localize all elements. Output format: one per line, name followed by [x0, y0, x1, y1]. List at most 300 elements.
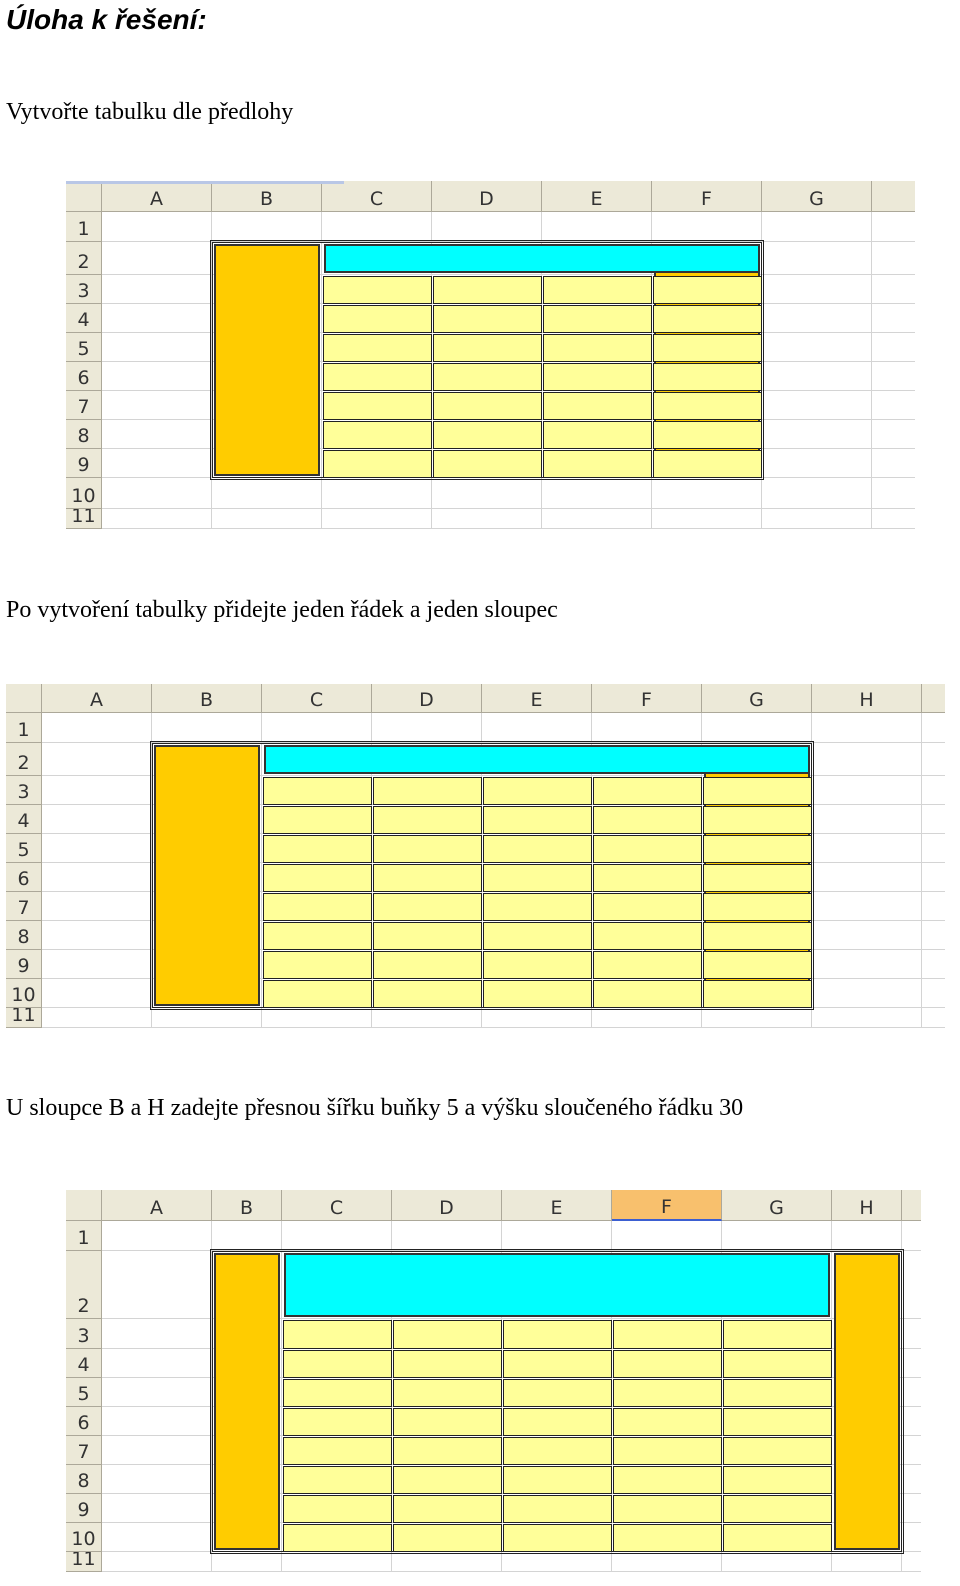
body-cell[interactable]: [653, 421, 762, 449]
body-cell[interactable]: [433, 276, 542, 304]
grid-cell[interactable]: [42, 979, 152, 1008]
select-all-corner[interactable]: [66, 181, 102, 212]
grid-cell[interactable]: [102, 1319, 212, 1349]
body-cell[interactable]: [703, 980, 812, 1008]
grid-cell[interactable]: [872, 333, 915, 362]
grid-cell[interactable]: [902, 1552, 921, 1572]
body-cell[interactable]: [543, 392, 652, 420]
body-cell[interactable]: [653, 363, 762, 391]
body-cell[interactable]: [593, 806, 702, 834]
body-cell[interactable]: [373, 951, 482, 979]
body-cell[interactable]: [373, 922, 482, 950]
body-cell[interactable]: [263, 980, 372, 1008]
column-header-d[interactable]: D: [392, 1190, 502, 1221]
grid-cell[interactable]: [922, 921, 945, 950]
body-cell[interactable]: [323, 363, 432, 391]
column-header-c[interactable]: C: [322, 181, 432, 212]
grid-cell[interactable]: [922, 979, 945, 1008]
body-cell[interactable]: [593, 835, 702, 863]
grid-cell[interactable]: [722, 1221, 832, 1251]
grid-cell[interactable]: [102, 1552, 212, 1572]
column-header-e[interactable]: E: [482, 684, 592, 713]
column-header-blank[interactable]: [922, 684, 945, 713]
body-cell[interactable]: [373, 835, 482, 863]
grid-cell[interactable]: [812, 805, 922, 834]
body-cell[interactable]: [263, 893, 372, 921]
grid-cell[interactable]: [42, 834, 152, 863]
column-header-d[interactable]: D: [372, 684, 482, 713]
grid-cell[interactable]: [502, 1221, 612, 1251]
grid-cell[interactable]: [872, 420, 915, 449]
row-header-3[interactable]: 3: [66, 1319, 102, 1349]
grid-cell[interactable]: [922, 950, 945, 979]
grid-cell[interactable]: [762, 449, 872, 478]
grid-cell[interactable]: [212, 212, 322, 242]
grid-cell[interactable]: [922, 805, 945, 834]
column-header-h[interactable]: H: [832, 1190, 902, 1221]
grid-cell[interactable]: [902, 1221, 921, 1251]
grid-cell[interactable]: [922, 863, 945, 892]
grid-cell[interactable]: [482, 1008, 592, 1028]
column-header-d[interactable]: D: [432, 181, 542, 212]
row-header-7[interactable]: 7: [66, 391, 102, 420]
body-cell[interactable]: [703, 777, 812, 805]
body-cell[interactable]: [483, 922, 592, 950]
body-cell[interactable]: [703, 835, 812, 863]
body-cell[interactable]: [503, 1524, 612, 1552]
grid-cell[interactable]: [702, 713, 812, 743]
column-header-b[interactable]: B: [212, 181, 322, 212]
row-header-6[interactable]: 6: [6, 863, 42, 892]
body-cell[interactable]: [653, 392, 762, 420]
grid-cell[interactable]: [42, 921, 152, 950]
grid-cell[interactable]: [42, 743, 152, 776]
body-cell[interactable]: [323, 421, 432, 449]
body-cell[interactable]: [483, 777, 592, 805]
grid-cell[interactable]: [152, 1008, 262, 1028]
column-header-blank[interactable]: [872, 181, 915, 212]
body-cell[interactable]: [653, 334, 762, 362]
grid-cell[interactable]: [762, 478, 872, 509]
body-cell[interactable]: [503, 1495, 612, 1523]
grid-cell[interactable]: [542, 478, 652, 509]
grid-cell[interactable]: [902, 1378, 921, 1407]
grid-cell[interactable]: [592, 713, 702, 743]
column-header-f[interactable]: F: [612, 1190, 722, 1221]
grid-cell[interactable]: [872, 212, 915, 242]
row-header-7[interactable]: 7: [6, 892, 42, 921]
grid-cell[interactable]: [542, 212, 652, 242]
grid-cell[interactable]: [812, 979, 922, 1008]
grid-cell[interactable]: [262, 713, 372, 743]
row-header-10[interactable]: 10: [66, 1523, 102, 1552]
body-cell[interactable]: [433, 363, 542, 391]
body-cell[interactable]: [393, 1379, 502, 1407]
body-cell[interactable]: [723, 1320, 832, 1349]
grid-cell[interactable]: [102, 275, 212, 304]
column-header-a[interactable]: A: [42, 684, 152, 713]
row-header-1[interactable]: 1: [6, 713, 42, 743]
grid-cell[interactable]: [812, 892, 922, 921]
grid-cell[interactable]: [102, 1221, 212, 1251]
row-header-4[interactable]: 4: [6, 805, 42, 834]
grid-cell[interactable]: [762, 333, 872, 362]
grid-cell[interactable]: [872, 275, 915, 304]
body-cell[interactable]: [263, 864, 372, 892]
grid-cell[interactable]: [812, 1008, 922, 1028]
grid-cell[interactable]: [902, 1465, 921, 1494]
grid-cell[interactable]: [612, 1221, 722, 1251]
grid-cell[interactable]: [42, 892, 152, 921]
body-cell[interactable]: [543, 276, 652, 304]
grid-cell[interactable]: [762, 304, 872, 333]
body-cell[interactable]: [593, 922, 702, 950]
body-cell[interactable]: [283, 1350, 392, 1378]
body-cell[interactable]: [483, 951, 592, 979]
body-cell[interactable]: [263, 835, 372, 863]
column-header-f[interactable]: F: [652, 181, 762, 212]
grid-cell[interactable]: [722, 1552, 832, 1572]
body-cell[interactable]: [283, 1495, 392, 1523]
grid-cell[interactable]: [212, 1221, 282, 1251]
column-header-b[interactable]: B: [152, 684, 262, 713]
column-header-c[interactable]: C: [262, 684, 372, 713]
body-cell[interactable]: [703, 893, 812, 921]
grid-cell[interactable]: [282, 1552, 392, 1572]
body-cell[interactable]: [593, 951, 702, 979]
row-header-6[interactable]: 6: [66, 362, 102, 391]
grid-cell[interactable]: [902, 1407, 921, 1436]
body-cell[interactable]: [433, 392, 542, 420]
body-cell[interactable]: [543, 334, 652, 362]
column-header-a[interactable]: A: [102, 181, 212, 212]
grid-cell[interactable]: [392, 1552, 502, 1572]
grid-cell[interactable]: [102, 1349, 212, 1378]
column-header-g[interactable]: G: [722, 1190, 832, 1221]
body-cell[interactable]: [503, 1466, 612, 1494]
grid-cell[interactable]: [902, 1523, 921, 1552]
row-header-6[interactable]: 6: [66, 1407, 102, 1436]
row-header-10[interactable]: 10: [66, 478, 102, 509]
body-cell[interactable]: [323, 450, 432, 478]
select-all-corner[interactable]: [66, 1190, 102, 1221]
grid-cell[interactable]: [322, 509, 432, 529]
row-header-2[interactable]: 2: [6, 743, 42, 776]
body-cell[interactable]: [393, 1466, 502, 1494]
body-cell[interactable]: [323, 276, 432, 304]
body-cell[interactable]: [613, 1320, 722, 1349]
body-cell[interactable]: [543, 363, 652, 391]
grid-cell[interactable]: [392, 1221, 502, 1251]
column-header-f[interactable]: F: [592, 684, 702, 713]
row-header-9[interactable]: 9: [66, 449, 102, 478]
row-header-5[interactable]: 5: [66, 1378, 102, 1407]
body-cell[interactable]: [723, 1524, 832, 1552]
row-header-8[interactable]: 8: [66, 1465, 102, 1494]
grid-cell[interactable]: [812, 834, 922, 863]
grid-cell[interactable]: [372, 713, 482, 743]
body-cell[interactable]: [503, 1350, 612, 1378]
grid-cell[interactable]: [432, 478, 542, 509]
grid-cell[interactable]: [872, 362, 915, 391]
grid-cell[interactable]: [812, 743, 922, 776]
grid-cell[interactable]: [762, 509, 872, 529]
body-cell[interactable]: [703, 864, 812, 892]
grid-cell[interactable]: [872, 242, 915, 275]
grid-cell[interactable]: [102, 1465, 212, 1494]
row-header-8[interactable]: 8: [66, 420, 102, 449]
grid-cell[interactable]: [762, 242, 872, 275]
grid-cell[interactable]: [502, 1552, 612, 1572]
body-cell[interactable]: [433, 421, 542, 449]
body-cell[interactable]: [373, 777, 482, 805]
grid-cell[interactable]: [762, 362, 872, 391]
grid-cell[interactable]: [922, 834, 945, 863]
grid-cell[interactable]: [902, 1436, 921, 1465]
grid-cell[interactable]: [902, 1494, 921, 1523]
row-header-3[interactable]: 3: [6, 776, 42, 805]
grid-cell[interactable]: [102, 449, 212, 478]
body-cell[interactable]: [323, 392, 432, 420]
body-cell[interactable]: [653, 305, 762, 333]
column-header-e[interactable]: E: [502, 1190, 612, 1221]
grid-cell[interactable]: [102, 509, 212, 529]
grid-cell[interactable]: [432, 212, 542, 242]
body-cell[interactable]: [703, 951, 812, 979]
grid-cell[interactable]: [762, 420, 872, 449]
column-header-b[interactable]: B: [212, 1190, 282, 1221]
row-header-10[interactable]: 10: [6, 979, 42, 1008]
body-cell[interactable]: [283, 1466, 392, 1494]
grid-cell[interactable]: [902, 1319, 921, 1349]
grid-cell[interactable]: [832, 1221, 902, 1251]
page-title: Úloha k řešení:: [6, 4, 207, 35]
column-header-g[interactable]: G: [762, 181, 872, 212]
body-cell[interactable]: [723, 1495, 832, 1523]
body-cell[interactable]: [433, 450, 542, 478]
grid-cell[interactable]: [702, 1008, 812, 1028]
grid-cell[interactable]: [482, 713, 592, 743]
grid-cell[interactable]: [812, 921, 922, 950]
body-cell[interactable]: [503, 1437, 612, 1465]
body-cell[interactable]: [723, 1408, 832, 1436]
row-header-4[interactable]: 4: [66, 304, 102, 333]
body-cell[interactable]: [723, 1437, 832, 1465]
body-cell[interactable]: [503, 1408, 612, 1436]
body-cell[interactable]: [613, 1379, 722, 1407]
column-header-c[interactable]: C: [282, 1190, 392, 1221]
body-cell[interactable]: [393, 1524, 502, 1552]
grid-cell[interactable]: [102, 1407, 212, 1436]
column-header-h[interactable]: H: [812, 684, 922, 713]
body-cell[interactable]: [393, 1495, 502, 1523]
grid-cell[interactable]: [902, 1349, 921, 1378]
grid-cell[interactable]: [102, 362, 212, 391]
grid-cell[interactable]: [922, 892, 945, 921]
grid-cell[interactable]: [922, 713, 945, 743]
body-cell[interactable]: [483, 980, 592, 1008]
body-cell[interactable]: [483, 835, 592, 863]
grid-cell[interactable]: [612, 1552, 722, 1572]
grid-cell[interactable]: [922, 776, 945, 805]
grid-cell[interactable]: [102, 1436, 212, 1465]
grid-cell[interactable]: [42, 1008, 152, 1028]
body-cell[interactable]: [703, 806, 812, 834]
grid-cell[interactable]: [322, 478, 432, 509]
row-header-9[interactable]: 9: [6, 950, 42, 979]
column-header-a[interactable]: A: [102, 1190, 212, 1221]
body-cell[interactable]: [283, 1320, 392, 1349]
body-cell[interactable]: [593, 777, 702, 805]
body-cell[interactable]: [373, 893, 482, 921]
body-cell[interactable]: [543, 421, 652, 449]
grid-cell[interactable]: [762, 391, 872, 420]
row-header-5[interactable]: 5: [66, 333, 102, 362]
grid-cell[interactable]: [652, 478, 762, 509]
row-header-2[interactable]: 2: [66, 242, 102, 275]
grid-cell[interactable]: [102, 1523, 212, 1552]
select-all-corner[interactable]: [6, 684, 42, 713]
grid-cell[interactable]: [872, 478, 915, 509]
grid-cell[interactable]: [102, 420, 212, 449]
body-cell[interactable]: [483, 864, 592, 892]
grid-cell[interactable]: [152, 713, 262, 743]
body-cell[interactable]: [613, 1437, 722, 1465]
row-header-2[interactable]: 2: [66, 1251, 102, 1319]
grid-cell[interactable]: [372, 1008, 482, 1028]
body-cell[interactable]: [653, 450, 762, 478]
body-cell[interactable]: [323, 334, 432, 362]
row-header-1[interactable]: 1: [66, 1221, 102, 1251]
grid-cell[interactable]: [102, 1251, 212, 1319]
grid-cell[interactable]: [102, 242, 212, 275]
grid-cell[interactable]: [652, 509, 762, 529]
body-cell[interactable]: [283, 1379, 392, 1407]
body-cell[interactable]: [723, 1466, 832, 1494]
grid-cell[interactable]: [812, 713, 922, 743]
grid-cell[interactable]: [102, 212, 212, 242]
column-header-e[interactable]: E: [542, 181, 652, 212]
body-cell[interactable]: [283, 1524, 392, 1552]
body-cell[interactable]: [433, 305, 542, 333]
row-header-1[interactable]: 1: [66, 212, 102, 242]
column-header-blank[interactable]: [902, 1190, 921, 1221]
body-cell[interactable]: [393, 1408, 502, 1436]
column-header-g[interactable]: G: [702, 684, 812, 713]
grid-cell[interactable]: [762, 212, 872, 242]
body-cell[interactable]: [613, 1466, 722, 1494]
body-cell[interactable]: [373, 980, 482, 1008]
body-cell[interactable]: [593, 893, 702, 921]
body-cell[interactable]: [373, 806, 482, 834]
body-cell[interactable]: [393, 1350, 502, 1378]
body-cell[interactable]: [263, 806, 372, 834]
body-cell[interactable]: [393, 1320, 502, 1349]
grid-cell[interactable]: [102, 391, 212, 420]
row-header-3[interactable]: 3: [66, 275, 102, 304]
grid-cell[interactable]: [762, 275, 872, 304]
grid-cell[interactable]: [262, 1008, 372, 1028]
grid-cell[interactable]: [432, 509, 542, 529]
body-cell[interactable]: [283, 1437, 392, 1465]
grid-cell[interactable]: [212, 509, 322, 529]
body-cell[interactable]: [613, 1524, 722, 1552]
grid-cell[interactable]: [812, 950, 922, 979]
body-cell[interactable]: [653, 276, 762, 304]
grid-cell[interactable]: [282, 1221, 392, 1251]
body-cell[interactable]: [503, 1379, 612, 1407]
grid-cell[interactable]: [212, 478, 322, 509]
body-cell[interactable]: [613, 1350, 722, 1378]
row-header-11[interactable]: 11: [66, 1552, 102, 1572]
grid-cell[interactable]: [42, 863, 152, 892]
grid-cell[interactable]: [872, 391, 915, 420]
body-cell[interactable]: [593, 864, 702, 892]
body-cell[interactable]: [263, 951, 372, 979]
body-cell[interactable]: [283, 1408, 392, 1436]
body-cell[interactable]: [483, 806, 592, 834]
grid-cell[interactable]: [102, 478, 212, 509]
row-header-11[interactable]: 11: [66, 509, 102, 529]
grid-cell[interactable]: [872, 449, 915, 478]
body-cell[interactable]: [433, 334, 542, 362]
grid-cell[interactable]: [42, 776, 152, 805]
body-cell[interactable]: [373, 864, 482, 892]
body-cell[interactable]: [393, 1437, 502, 1465]
grid-cell[interactable]: [322, 212, 432, 242]
row-header-7[interactable]: 7: [66, 1436, 102, 1465]
body-cell[interactable]: [543, 305, 652, 333]
grid-cell[interactable]: [832, 1552, 902, 1572]
body-cell[interactable]: [263, 922, 372, 950]
grid-cell[interactable]: [42, 805, 152, 834]
grid-cell[interactable]: [102, 1378, 212, 1407]
grid-cell[interactable]: [872, 304, 915, 333]
body-cell[interactable]: [593, 980, 702, 1008]
body-cell[interactable]: [263, 777, 372, 805]
grid-cell[interactable]: [212, 1552, 282, 1572]
grid-cell[interactable]: [592, 1008, 702, 1028]
grid-cell[interactable]: [652, 212, 762, 242]
row-header-11[interactable]: 11: [6, 1008, 42, 1028]
grid-cell[interactable]: [102, 333, 212, 362]
grid-cell[interactable]: [812, 776, 922, 805]
body-cell[interactable]: [723, 1350, 832, 1378]
grid-cell[interactable]: [812, 863, 922, 892]
body-cell[interactable]: [323, 305, 432, 333]
row-header-9[interactable]: 9: [66, 1494, 102, 1523]
row-header-4[interactable]: 4: [66, 1349, 102, 1378]
body-cell[interactable]: [723, 1379, 832, 1407]
grid-cell[interactable]: [102, 304, 212, 333]
body-cell[interactable]: [613, 1408, 722, 1436]
grid-cell[interactable]: [42, 713, 152, 743]
grid-cell[interactable]: [542, 509, 652, 529]
grid-cell[interactable]: [922, 743, 945, 776]
grid-cell[interactable]: [102, 1494, 212, 1523]
row-header-8[interactable]: 8: [6, 921, 42, 950]
body-cell[interactable]: [613, 1495, 722, 1523]
body-cell[interactable]: [483, 893, 592, 921]
body-cell[interactable]: [543, 450, 652, 478]
grid-cell[interactable]: [902, 1251, 921, 1319]
body-cell[interactable]: [503, 1320, 612, 1349]
row-header-5[interactable]: 5: [6, 834, 42, 863]
grid-cell[interactable]: [922, 1008, 945, 1028]
body-cell[interactable]: [703, 922, 812, 950]
grid-cell[interactable]: [42, 950, 152, 979]
grid-cell[interactable]: [872, 509, 915, 529]
